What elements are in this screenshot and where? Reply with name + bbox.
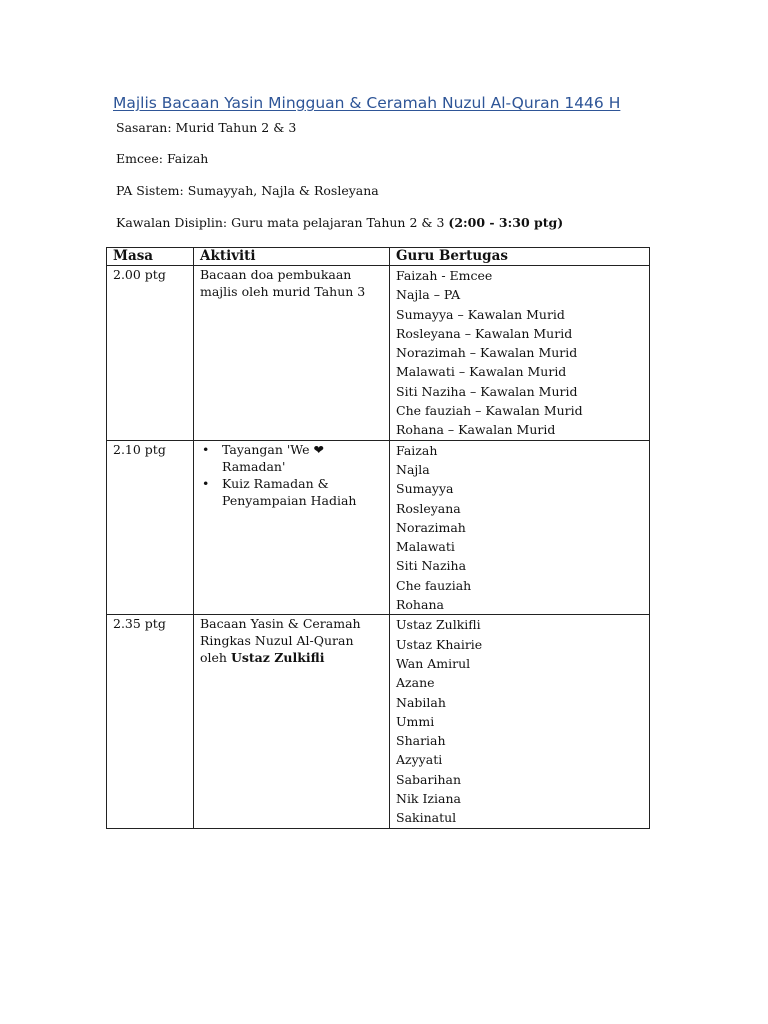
row-duty-list: [390, 266, 650, 441]
duty-item: Faizah - Emcee: [396, 268, 493, 283]
duty-item: Nabilah: [396, 694, 446, 710]
info-emcee: Emcee: Faizah: [116, 151, 209, 166]
info-pa-sistem: PA Sistem: Sumayyah, Najla & Rosleyana: [116, 183, 379, 198]
duty-item: Rosleyana – Kawalan Murid: [396, 325, 573, 341]
table-row: [107, 440, 650, 615]
duty-item: Wan Amirul: [396, 655, 471, 671]
duty-item: Che fauziah – Kawalan Murid: [396, 403, 583, 419]
bullet-icon: •: [202, 441, 210, 457]
duty-item: Najla – PA: [396, 287, 461, 303]
duty-item: Norazimah – Kawalan Murid: [396, 345, 578, 361]
activity-bullet: [202, 441, 383, 475]
duty-item: Ustaz Zulkifli: [396, 617, 481, 633]
row-time: 2.35 ptg: [107, 615, 194, 828]
duty-item: Najla: [396, 461, 430, 477]
kawalan-disiplin-time: (2:00 - 3:30 ptg): [448, 215, 564, 230]
duty-item: Sumayya – Kawalan Murid: [396, 306, 565, 322]
duty-item: Norazimah: [396, 519, 466, 535]
duty-item: Sakinatul: [396, 810, 457, 826]
info-kawalan-disiplin: [116, 215, 563, 230]
row-time: 2.10 ptg: [107, 440, 194, 615]
duty-item: Siti Naziha: [396, 558, 467, 574]
bullet-icon: •: [202, 475, 210, 491]
activity-bullet-text: Tayangan 'We ❤ Ramadan': [222, 441, 324, 474]
duty-item: Sumayya: [396, 481, 454, 497]
activity-speaker: Ustaz Zulkifli: [230, 650, 325, 666]
duty-item: Rohana – Kawalan Murid: [396, 422, 556, 438]
row-activity: [194, 440, 390, 615]
duty-item: Azyyati: [396, 752, 443, 768]
row-time: 2.00 ptg: [107, 266, 194, 441]
activity-text: Bacaan Yasin & Ceramah Ringkas Nuzul Al-Quran oleh: [200, 616, 361, 666]
header-masa: Masa: [107, 248, 194, 266]
kawalan-disiplin-text: Kawalan Disiplin: Guru mata pelajaran Tahun 2 & 3: [116, 215, 445, 230]
duty-item: Malawati: [396, 539, 455, 555]
duty-item: Rosleyana: [396, 500, 461, 516]
duty-item: Azane: [396, 675, 435, 691]
table-header-row: [107, 248, 650, 266]
header-guru-bertugas: Guru Bertugas: [390, 248, 650, 266]
duty-item: Rohana: [396, 597, 444, 613]
row-duty-list: [390, 615, 650, 828]
duty-item: Sabarihan: [396, 771, 461, 787]
schedule-table: [106, 247, 650, 829]
duty-item: Shariah: [396, 733, 446, 749]
info-sasaran: Sasaran: Murid Tahun 2 & 3: [116, 120, 297, 135]
activity-bullet: [202, 475, 383, 509]
row-activity: [194, 615, 390, 828]
table-row: [107, 615, 650, 828]
duty-item: Malawati – Kawalan Murid: [396, 364, 567, 380]
row-activity: Bacaan doa pembukaan majlis oleh murid Tahun 3: [194, 266, 390, 441]
duty-item: Ustaz Khairie: [396, 636, 483, 652]
duty-item: Che fauziah: [396, 577, 472, 593]
activity-bullet-text: Kuiz Ramadan & Penyampaian Hadiah: [222, 475, 357, 508]
table-row: [107, 266, 650, 441]
duty-item: Siti Naziha – Kawalan Murid: [396, 383, 578, 399]
header-aktiviti: Aktiviti: [194, 248, 390, 266]
duty-item: Faizah: [396, 442, 438, 458]
duty-item: Nik Iziana: [396, 791, 461, 807]
duty-item: Ummi: [396, 713, 435, 729]
row-duty-list: [390, 440, 650, 615]
document-title: Majlis Bacaan Yasin Mingguan & Ceramah Nuzul Al-Quran 1446 H: [113, 94, 621, 112]
